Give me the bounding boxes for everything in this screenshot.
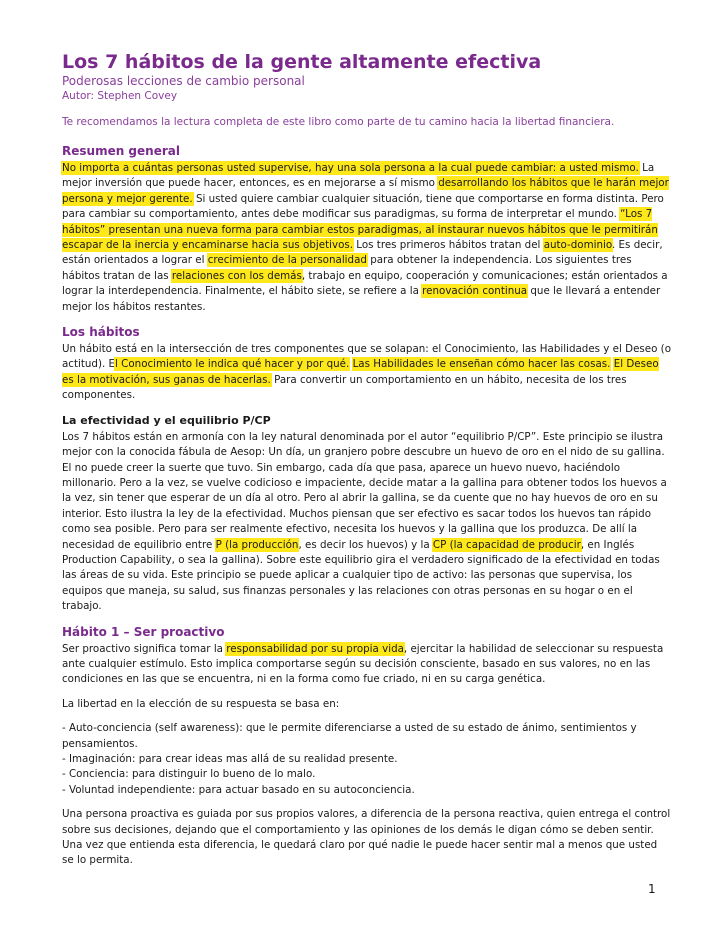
text-run: , ejercitar la habilidad de seleccionar su respuesta ante cualquier estímulo. Esto implica comportarse según su decisión consciente, basado en sus valores, no en las condiciones en las que se encuentra, ni en la forma como fue criado, ni en su carga genética. [62,642,664,686]
highlight: Las Habilidades le enseñan cómo hacer las cosas. [352,358,611,371]
section-heading-habito-1: Hábito 1 – Ser proactivo [62,624,225,639]
text-run: Un hábito está en la intersección de tres componentes que se solapan: el Conocimiento, las Habilidades y el Deseo (o actitud). E [62,343,671,371]
list-item: - Imaginación: para crear ideas mas allá de su realidad presente. [62,753,398,765]
highlight: “Los 7 hábitos” presentan una nueva forma para cambiar estos paradigmas, al instaurar nuevos hábitos que le permitirán escapar de la inercia y encaminarse hacia sus objetivos. [62,208,658,252]
highlight: desarrollando los hábitos que le harán mejor persona y mejor gerente. [62,177,669,205]
list-item: - Conciencia: para distinguir lo bueno de lo malo. [62,768,316,781]
highlight: crecimiento de la personalidad [207,254,367,267]
paragraph-proactivo [62,642,672,688]
list-item: - Auto-conciencia (self awareness): que le permite diferenciarse a usted de su estado de ánimo, sentimientos y pensamientos. [62,722,637,750]
freedom-list [62,721,672,798]
section-habitos [62,324,672,404]
highlight: renovación continua [422,285,528,298]
text-run: Ser proactivo significa tomar la [62,642,227,655]
text-run: que le llevará a entender mejor los hábitos restantes. [62,285,661,313]
paragraph-persona-proactiva: Una persona proactiva es guiada por sus propios valores, a diferencia de la persona reactiva, quien entrega el control sobre sus decisiones, dejando que el comportamiento y las opiniones de los demás le digan cómo se deben sentir. Una vez que entienda esta diferencia, le quedará claro por qué nadie le puede hacer sentir mal a menos que usted se lo permita. [62,808,671,867]
document-subtitle: Poderosas lecciones de cambio personal [62,74,305,88]
text-run: Si usted quiere cambiar cualquier situación, tiene que comportarse en forma distinta. Pero para cambiar su comportamiento, antes debe modificar sus paradigmas, su forma de interpretar el mundo. [62,192,664,221]
page-content [62,50,672,878]
highlight: l Conocimiento le indica qué hacer y por qué. [115,358,350,371]
document-author: Autor: Stephen Covey [62,90,178,102]
text-run: . Es decir, están orientados a lograr el [62,239,663,267]
section-heading-resumen: Resumen general [62,144,180,158]
recommendation-text: Te recomendamos la lectura completa de este libro como parte de tu camino hacia la libertad financiera. [62,116,615,128]
highlight: responsabilidad por su propia vida [226,642,404,655]
section-heading-habitos: Los hábitos [62,325,140,340]
paragraph-resumen [62,161,672,315]
text-run: Los tres primeros hábitos tratan del [353,239,544,252]
paragraph-efectividad [62,430,672,615]
section-resumen [62,143,672,315]
highlight: No importa a cuántas personas usted supervise, hay una sola persona a la cual puede cambiar: a usted mismo. [62,162,639,174]
highlight: P (la producción [215,538,299,551]
text-run: , es decir los huevos) y la [298,538,433,551]
section-heading-efectividad: La efectividad y el equilibrio P/CP [62,413,271,427]
text-run: , en Inglés Production Capability, o sea la gallina). Sobre este equilibrio gira el verdadero significado de la efectividad en todas las áreas de su vida. Este principio se puede aplicar a cualquier tipo de activo: las personas que supervisa, los equipos que maneja, su salud, sus finanzas personales y las relaciones con otras personas en su hogar o en el trabajo. [62,538,660,613]
highlight: El Deseo es la motivación, sus ganas de hacerlas. [62,358,659,386]
highlight: auto-dominio [543,239,612,252]
page-number: 1 [648,882,656,896]
highlight: relaciones con los demás [171,269,302,282]
paragraph-habitos [62,342,672,404]
text-run: Los 7 hábitos están en armonía con la ley natural denominada por el autor “equilibrio P/CP”. Este principio se ilustra mejor con la conocida fábula de Aesop: Un día, un granjero pobre descubre un huevo de oro en el nido de su gallina. El no puede creer la suerte que tuvo. Sin embargo, cada día que pasa, aparece un huevo nuevo, haciéndolo millonario. Pero a la vez, se vuelve codicioso e impaciente, decide matar a la gallina para obtener todos los huevos a la vez, sin tener que esperar de un día al otro. Pero al abrir la gallina, se da cuente que no hay huevos de oro en su interior. Esto ilustra la ley de la efectividad. Muchos piensan que ser efectivo es sacar todos los huevos tan rápido como sea posible. Pero para ser realmente efectivo, necesita los huevos y la gallina que los produzca. De allí la necesidad de equilibrio entre [62,430,667,551]
highlight: CP (la capacidad de producir [432,538,581,551]
paragraph-libertad: La libertad en la elección de su respuesta se basa en: [62,697,340,710]
text-run: , trabajo en equipo, cooperación y comunicaciones; están orientados a lograr la interdependencia. Finalmente, el hábito siete, se refiere a la [62,269,668,298]
section-efectividad [62,413,672,615]
document-title: Los 7 hábitos de la gente altamente efectiva [62,51,542,73]
text-run: La mejor inversión que puede hacer, entonces, es en mejorarse a sí mismo [62,162,655,190]
list-item: - Voluntad independiente: para actuar basado en su autoconciencia. [62,783,415,796]
section-habito-1 [62,624,672,869]
text-run: Para convertir un comportamiento en un hábito, necesita de los tres componentes. [62,373,627,402]
text-run: para obtener la independencia. Los siguientes tres hábitos tratan de las [62,254,632,282]
